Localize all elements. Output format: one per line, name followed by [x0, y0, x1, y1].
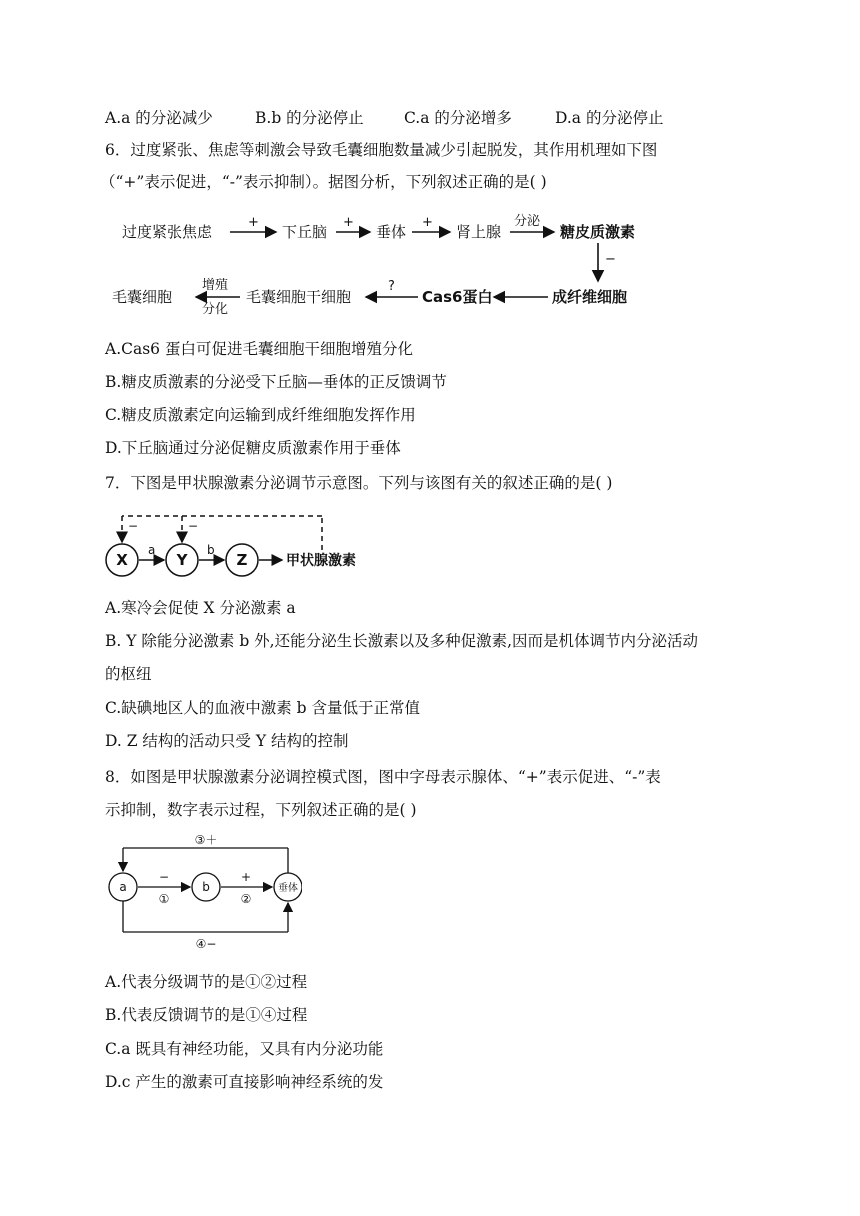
q8-minus-1: −	[158, 870, 170, 884]
q8-option-b: B.代表反馈调节的是①④过程	[105, 1006, 308, 1024]
q8-node-a: a	[119, 880, 127, 894]
q6-minus: −	[605, 252, 616, 267]
q6-label-differentiate: 分化	[202, 302, 229, 317]
q7-option-b-cont: 的枢纽	[105, 665, 152, 683]
q6-stem-line1: 6．过度紧张、焦虑等刺激会导致毛囊细胞数量减少引起脱发，其作用机理如下图	[105, 141, 658, 159]
q6-node-adrenal: 肾上腺	[456, 223, 502, 241]
q8-option-a: A.代表分级调节的是①②过程	[105, 973, 308, 991]
q6-node-stem-cell: 毛囊细胞干细胞	[246, 288, 352, 306]
q8-process-1: ①	[158, 892, 170, 906]
q7-minus-y: −	[188, 519, 199, 533]
q6-node-pituitary: 垂体	[376, 223, 407, 241]
q6-node-hypothalamus: 下丘脑	[282, 223, 328, 241]
q8-stem-line2: 示抑制，数字表示过程，下列叙述正确的是( )	[105, 801, 417, 819]
q7-node-y: Y	[176, 551, 188, 569]
q7-label-b: b	[207, 543, 215, 557]
q7-label-thyroid-hormone: 甲状腺激素	[286, 553, 356, 569]
q6-option-d: D.下丘脑通过分泌促糖皮质激素作用于垂体	[105, 439, 401, 457]
q7-option-a: A.寒冷会促使 X 分泌激素 a	[105, 599, 296, 617]
q5-option-a: A.a 的分泌减少	[105, 109, 213, 127]
q8-stem-line1: 8．如图是甲状腺激素分泌调控模式图，图中字母表示腺体、“+”表示促进、“-”表	[105, 768, 661, 786]
q6-label-secrete: 分泌	[514, 214, 541, 229]
q6-node-stress: 过度紧张焦虑	[122, 223, 213, 241]
q7-minus-x: −	[128, 519, 139, 533]
q6-option-b: B.糖皮质激素的分泌受下丘脑—垂体的正反馈调节	[105, 373, 447, 391]
q8-node-b: b	[202, 880, 210, 894]
q6-node-fibroblast: 成纤维细胞	[552, 288, 628, 306]
q6-option-c: C.糖皮质激素定向运输到成纤维细胞发挥作用	[105, 406, 416, 424]
q8-label-bottom: ④−	[195, 937, 217, 951]
q5-option-d: D.a 的分泌停止	[555, 109, 664, 127]
q6-plus-1: +	[248, 215, 259, 230]
q6-question: ?	[388, 279, 395, 294]
q8-option-d: D.c 产生的激素可直接影响神经系统的发	[105, 1073, 384, 1091]
q7-node-z: Z	[236, 551, 248, 569]
q7-thyroid-regulation-diagram	[102, 508, 372, 584]
q8-option-c: C.a 既具有神经功能，又具有内分泌功能	[105, 1040, 384, 1058]
q7-stem: 7．下图是甲状腺激素分泌调节示意图。下列与该图有关的叙述正确的是( )	[105, 474, 613, 492]
q7-option-c: C.缺碘地区人的血液中激素 b 含量低于正常值	[105, 699, 421, 717]
q8-label-top: ③＋	[194, 833, 218, 847]
q6-plus-2: +	[343, 215, 354, 230]
q6-option-a: A.Cas6 蛋白可促进毛囊细胞干细胞增殖分化	[105, 340, 413, 358]
q7-node-x: X	[116, 551, 128, 569]
q8-plus-2: +	[240, 870, 252, 884]
q6-node-glucocorticoid: 糖皮质激素	[560, 223, 636, 241]
q8-node-pituitary: 垂体	[278, 883, 298, 894]
q6-mechanism-diagram	[100, 205, 660, 320]
q8-regulation-diagram	[102, 830, 302, 952]
q6-node-hair-cell: 毛囊细胞	[112, 288, 173, 306]
q6-label-proliferate: 增殖	[202, 278, 229, 293]
q7-label-a: a	[148, 543, 156, 557]
q8-process-2: ②	[240, 892, 252, 906]
q7-option-b: B. Y 除能分泌激素 b 外,还能分泌生长激素以及多种促激素,因而是机体调节内分泌活动	[105, 632, 699, 650]
q7-option-d: D. Z 结构的活动只受 Y 结构的控制	[105, 732, 349, 750]
q6-node-cas6: Cas6蛋白	[422, 288, 493, 306]
q6-stem-line2: （“+”表示促进，“-”表示抑制）。据图分析，下列叙述正确的是( )	[100, 173, 547, 191]
q6-plus-3: +	[422, 215, 433, 230]
q5-option-c: C.a 的分泌增多	[404, 109, 512, 127]
q5-option-b: B.b 的分泌停止	[255, 109, 364, 127]
